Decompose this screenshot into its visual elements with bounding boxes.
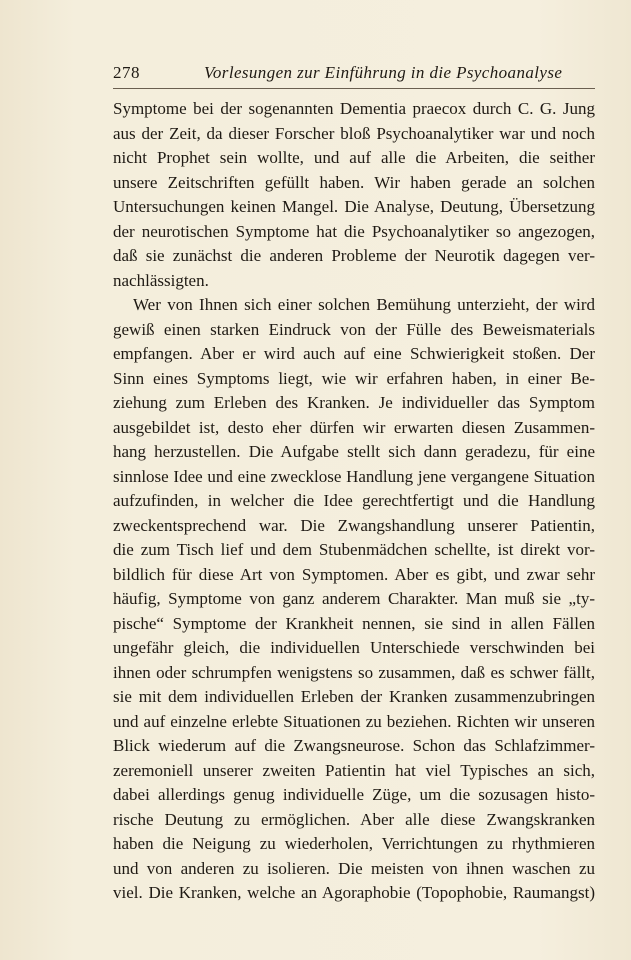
header-rule bbox=[113, 88, 595, 89]
text-line: Symptome bei der sogenannten Dementia praecox durch C. G. Jung bbox=[113, 99, 595, 118]
text-line: die zum Tisch lief und dem Stubenmädchen schellte, ist direkt vor- bbox=[113, 540, 595, 559]
text-line: hang herzustellen. Die Aufgabe stellt sich dann geradezu, für eine bbox=[113, 442, 595, 461]
text-line: Untersuchungen keinen Mangel. Die Analyse, Deutung, Übersetzung bbox=[113, 197, 595, 216]
text-line: ausgebildet ist, desto eher dürfen wir erwarten diesen Zusammen- bbox=[113, 417, 595, 437]
text-line: daß sie zunächst die anderen Probleme der Neurotik dagegen ver- bbox=[113, 246, 595, 265]
text-line: ungefähr gleich, die individuellen Unterschiede verschwinden bei bbox=[113, 638, 595, 657]
text-line: rische Deutung zu ermöglichen. Aber alle diese Zwangskranken bbox=[113, 809, 595, 829]
text-line: sie mit dem individuellen Erleben der Kranken zusammenzubringen bbox=[113, 687, 595, 706]
text-line: der neurotischen Symptome hat die Psychoanalytiker so angezogen, bbox=[113, 221, 595, 241]
text-line: häufig, Symptome von ganz anderem Charakter. Man muß sie „ty- bbox=[113, 589, 595, 608]
text-line: sinnlose Idee und eine zwecklose Handlung jene vergangene Situation bbox=[113, 466, 595, 486]
text-line: bildlich für diese Art von Symptomen. Aber es gibt, und zwar sehr bbox=[113, 564, 595, 584]
text-line: haben die Neigung zu wiederholen, Verrichtungen zu rhythmieren bbox=[113, 834, 595, 853]
text-line: aufzufinden, in welcher die Idee gerechtfertigt und die Handlung bbox=[113, 491, 595, 510]
page-number: 278 bbox=[113, 63, 140, 82]
text-line: ziehung zum Erleben des Kranken. Je individueller das Symptom bbox=[113, 393, 595, 412]
text-line: unsere Zeitschriften gefüllt haben. Wir haben gerade an solchen bbox=[113, 172, 595, 192]
body-text bbox=[113, 97, 595, 906]
text-line: viel. Die Kranken, welche an Agoraphobie (Topophobie, Raumangst) bbox=[113, 883, 595, 902]
text-line: Sinn eines Symptoms liegt, wie wir erfahren haben, in einer Be- bbox=[113, 368, 595, 388]
text-line: Blick wiederum auf die Zwangsneurose. Schon das Schlafzimmer- bbox=[113, 736, 595, 755]
text-line: und von anderen zu isolieren. Die meisten von ihnen waschen zu bbox=[113, 858, 595, 878]
text-line: pische“ Symptome der Krankheit nennen, sie sind in allen Fällen bbox=[113, 613, 595, 633]
text-line: nicht Prophet sein wollte, und auf alle die Arbeiten, die seither bbox=[113, 148, 595, 167]
text-line: ihnen oder schrumpfen wenigstens so zusammen, daß es schwer fällt, bbox=[113, 662, 595, 682]
text-line: empfangen. Aber er wird auch auf eine Schwierigkeit stoßen. Der bbox=[113, 344, 595, 363]
text-line: zweckentsprechend war. Die Zwangshandlung unserer Patientin, bbox=[113, 515, 595, 535]
text-line: zeremoniell unserer zweiten Patientin hat viel Typisches an sich, bbox=[113, 760, 595, 780]
running-title: Vorlesungen zur Einführung in die Psychoanalyse bbox=[204, 63, 563, 82]
text-line: und auf einzelne erlebte Situationen zu beziehen. Richten wir unseren bbox=[113, 711, 595, 731]
text-line: nachlässigten. bbox=[113, 270, 209, 290]
text-line: gewiß einen starken Eindruck von der Fülle des Beweismaterials bbox=[113, 319, 595, 339]
text-line: aus der Zeit, da dieser Forscher bloß Psychoanalytiker war und noch bbox=[113, 123, 595, 143]
paragraph-first-line: Wer von Ihnen sich einer solchen Bemühung unterzieht, der wird bbox=[133, 295, 595, 314]
page-header bbox=[113, 63, 595, 89]
text-line: dabei allerdings genug individuelle Züge, um die sozusagen histo- bbox=[113, 785, 595, 804]
